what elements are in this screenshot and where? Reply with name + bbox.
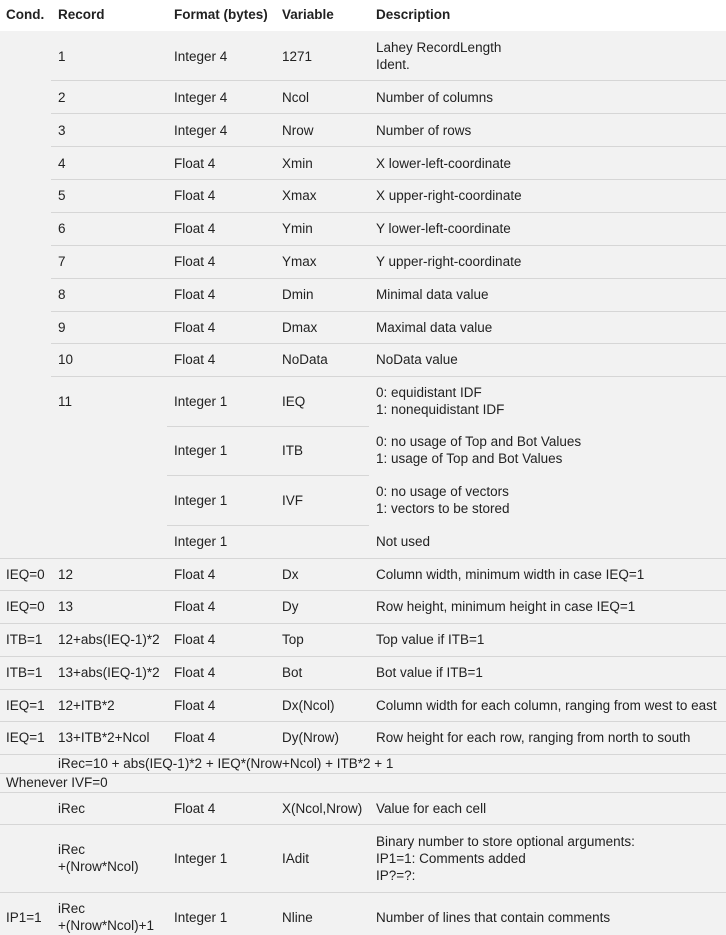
cell-variable-line: IAdit [282,850,310,866]
cell-desc [376,122,471,139]
cell-format [174,220,215,237]
cell-variable-line: Dy [282,598,299,614]
cell-desc-line: Column width for each column, ranging from west to east [376,697,717,713]
cell-desc-line: Top value if ITB=1 [376,631,485,647]
cell-desc-line: 0: equidistant IDF [376,385,482,400]
row-divider [51,146,726,147]
cell-desc [376,89,493,106]
cell-desc-line: Number of columns [376,89,494,105]
cell-cond-line: IEQ=1 [6,697,45,713]
cell-record [58,566,73,583]
cell-record [58,187,66,204]
cell-variable-line: Xmax [282,187,317,203]
cell-cond-line: ITB=1 [6,664,43,680]
cell-desc-line: IP?=?: [376,867,416,883]
cell-format-line: Integer 1 [174,533,228,549]
cell-desc-line: Ident. [376,57,410,72]
cell-variable-line: Nrow [282,122,314,138]
cell-cond-line: IEQ=0 [6,566,45,582]
cell-cond-line: IP1=1 [6,909,42,925]
cell-variable-line: Ncol [282,89,310,105]
cell-format [174,598,215,615]
cell-format [174,909,227,926]
cell-variable [282,393,305,410]
cell-desc-line: X upper-right-coordinate [376,187,522,203]
cell-variable-line: 1271 [282,48,313,64]
row-divider [0,773,726,774]
cell-desc [376,433,581,467]
cell-desc-line: Column width, minimum width in case IEQ=1 [376,566,645,582]
cell-format-line: Float 4 [174,351,216,367]
cell-desc-line: 0: no usage of Top and Bot Values [376,434,582,449]
cell-desc-line: Y lower-left-coordinate [376,220,511,236]
cell-format-line: Integer 4 [174,122,228,138]
cell-record-line: +(Nrow*Ncol)+1 [58,918,155,933]
cell-format-line: Integer 4 [174,89,228,105]
cell-desc-line: 1: usage of Top and Bot Values [376,451,563,466]
cell-record-line: iRec=10 + abs(IEQ-1)*2 + IEQ*(Nrow+Ncol) + ITB*2 + 1 [58,755,394,771]
cell-format [174,566,215,583]
cell-desc [376,598,635,615]
cell-record-line: +(Nrow*Ncol) [58,859,139,874]
row-divider [0,623,726,624]
cell-variable [282,492,303,509]
cell-desc [376,697,717,714]
cell-desc [376,566,644,583]
cell-desc-line: Number of rows [376,122,472,138]
cell-format-line: Integer 1 [174,393,228,409]
cell-record [58,89,66,106]
cell-variable-line: Xmin [282,155,313,171]
cell-desc-line: Maximal data value [376,319,493,335]
cell-format-line: Integer 4 [174,48,228,64]
cell-format [174,664,215,681]
cell-desc-line: Value for each cell [376,800,487,816]
cell-variable-line: Nline [282,909,313,925]
cell-desc [376,384,504,418]
cell-desc-line: Row height, minimum height in case IEQ=1 [376,598,636,614]
cell-format [174,850,227,867]
cell-format-line: Float 4 [174,664,216,680]
cell-variable [282,351,328,368]
cell-record-line: 7 [58,253,66,269]
cell-variable [282,664,302,681]
row-divider [0,558,726,559]
cell-cond-line: ITB=1 [6,631,43,647]
cell-record-line: 5 [58,187,66,203]
cell-record [58,729,150,746]
header-record: Record [58,7,105,22]
cell-variable [282,155,313,172]
header-description: Description [376,7,451,22]
cell-variable [282,631,304,648]
cell-desc [376,351,458,368]
cell-record [58,755,393,772]
cell-cond [6,631,42,648]
cell-variable-line: IEQ [282,393,306,409]
cell-record-line: 9 [58,319,66,335]
cell-format-line: Float 4 [174,220,216,236]
cell-cond [6,664,42,681]
cell-desc-line: 1: nonequidistant IDF [376,402,505,417]
cell-format-line: Float 4 [174,631,216,647]
cell-desc [376,483,510,517]
cell-format [174,253,215,270]
cell-variable [282,89,309,106]
cell-variable-line: IVF [282,492,304,508]
cell-variable [282,442,303,459]
cell-format-line: Float 4 [174,155,216,171]
cell-format-line: Float 4 [174,566,216,582]
cell-variable [282,729,339,746]
cell-desc-line: Number of lines that contain comments [376,909,611,925]
cell-variable-line: NoData [282,351,328,367]
cell-format [174,155,215,172]
cell-desc-line: NoData value [376,351,458,367]
cell-variable-line: Ymin [282,220,313,236]
cell-format [174,393,227,410]
cell-record [58,800,85,817]
cell-cond [6,598,45,615]
cell-cond [6,774,108,791]
cell-record-line: 12+abs(IEQ-1)*2 [58,631,160,647]
cell-desc [376,39,501,73]
cell-format [174,492,227,509]
cell-variable-line: Dx [282,566,299,582]
cell-desc-line: X lower-left-coordinate [376,155,512,171]
cell-record-line: 13+ITB*2+Ncol [58,729,150,745]
cell-desc-line: 1: vectors to be stored [376,501,510,516]
cell-variable-line: Ymax [282,253,317,269]
row-divider [167,426,369,427]
cell-record [58,220,66,237]
cell-variable-line: Dmax [282,319,318,335]
cell-variable [282,800,362,817]
cell-desc-line: Not used [376,533,431,549]
cell-variable-line: Bot [282,664,303,680]
cell-format [174,187,215,204]
cell-desc [376,187,522,204]
row-divider [0,792,726,793]
cell-record [58,900,154,934]
cell-format [174,442,227,459]
cell-record [58,351,73,368]
cell-desc [376,253,521,270]
cell-format-line: Float 4 [174,729,216,745]
cell-format [174,533,227,550]
cell-cond [6,566,45,583]
cell-format-line: Float 4 [174,697,216,713]
cell-format [174,122,227,139]
row-divider [0,824,726,825]
cell-format [174,286,215,303]
cell-desc [376,319,492,336]
cell-record-line: 10 [58,351,74,367]
row-divider [0,892,726,893]
header-cond: Cond. [6,7,45,22]
cell-record-line: iRec [58,901,86,916]
cell-desc [376,220,511,237]
cell-format [174,631,215,648]
row-divider [0,656,726,657]
cell-cond [6,697,45,714]
row-divider [51,113,726,114]
cell-record [58,393,72,410]
cell-variable [282,319,317,336]
cell-format-line: Integer 1 [174,850,228,866]
cell-format-line: Float 4 [174,598,216,614]
cell-desc [376,909,610,926]
cell-record-line: 6 [58,220,66,236]
cell-record [58,598,73,615]
row-divider [51,376,726,377]
cell-variable [282,286,314,303]
cell-desc [376,664,483,681]
cell-format-line: Float 4 [174,187,216,203]
row-divider [0,689,726,690]
cell-desc [376,631,484,648]
cell-record [58,155,66,172]
cell-variable-line: Dmin [282,286,314,302]
cell-desc-line: IP1=1: Comments added [376,850,526,866]
cell-variable [282,566,299,583]
cell-format-line: Float 4 [174,319,216,335]
cell-format-line: Integer 1 [174,442,228,458]
cell-format [174,48,227,65]
cell-variable [282,850,309,867]
cell-desc-line: Row height for each row, ranging from north to south [376,729,691,745]
cell-format [174,89,227,106]
cell-format-line: Float 4 [174,800,216,816]
cell-record-line: 11 [58,393,73,409]
cell-cond [6,909,42,926]
cell-record-line: 13 [58,598,74,614]
cell-record [58,122,66,139]
cell-record-line: 2 [58,89,66,105]
header-format: Format (bytes) [174,7,268,22]
cell-variable [282,187,317,204]
cell-format [174,319,215,336]
cell-cond-line: IEQ=0 [6,598,45,614]
cell-desc [376,800,486,817]
cell-format-line: Integer 1 [174,909,228,925]
row-divider [51,80,726,81]
row-divider [51,245,726,246]
table-body [0,31,726,935]
table-header [0,0,726,31]
cell-desc-line: Lahey RecordLength [376,40,502,55]
row-divider [0,590,726,591]
cell-format [174,697,215,714]
cell-record-line: iRec [58,842,86,857]
row-divider [167,525,369,526]
cell-desc [376,155,511,172]
cell-variable [282,48,312,65]
cell-variable [282,598,299,615]
cell-desc [376,286,489,303]
cell-variable-line: ITB [282,442,304,458]
cell-variable [282,697,335,714]
cell-record-line: 8 [58,286,66,302]
cell-desc-line: Y upper-right-coordinate [376,253,522,269]
cell-desc-line: Binary number to store optional arguments: [376,833,635,849]
cell-desc [376,729,690,746]
cell-cond [6,729,45,746]
cell-variable [282,220,313,237]
cell-variable-line: Top [282,631,304,647]
cell-desc-line: 0: no usage of vectors [376,484,509,499]
cell-format-line: Float 4 [174,286,216,302]
row-divider [51,311,726,312]
cell-desc-line: Minimal data value [376,286,489,302]
cell-record [58,286,66,303]
cell-variable-line: Dy(Nrow) [282,729,339,745]
cell-record-line: 4 [58,155,66,171]
cell-record [58,319,66,336]
cell-record [58,48,66,65]
cell-variable [282,909,313,926]
cell-record [58,841,139,875]
cell-cond-line: IEQ=1 [6,729,45,745]
cell-record [58,697,115,714]
row-divider [0,721,726,722]
cell-desc [376,833,635,884]
cell-record [58,253,66,270]
cell-format [174,800,215,817]
cell-variable-line: Dx(Ncol) [282,697,335,713]
row-divider [51,179,726,180]
cell-record-line: 12+ITB*2 [58,697,115,713]
header-variable: Variable [282,7,334,22]
row-divider [167,475,369,476]
cell-variable [282,253,317,270]
cell-variable-line: X(Ncol,Nrow) [282,800,363,816]
cell-record-line: 1 [58,48,66,64]
cell-format [174,351,215,368]
cell-record [58,631,160,648]
cell-format-line: Float 4 [174,253,216,269]
cell-format-line: Integer 1 [174,492,228,508]
cell-record [58,664,160,681]
cell-cond-line: Whenever IVF=0 [6,774,108,790]
cell-record-line: iRec [58,800,86,816]
row-divider [51,278,726,279]
cell-record-line: 12 [58,566,74,582]
row-divider [51,212,726,213]
cell-record-line: 3 [58,122,66,138]
cell-desc [376,533,430,550]
cell-record-line: 13+abs(IEQ-1)*2 [58,664,160,680]
cell-variable [282,122,314,139]
cell-format [174,729,215,746]
cell-desc-line: Bot value if ITB=1 [376,664,483,680]
row-divider [51,343,726,344]
